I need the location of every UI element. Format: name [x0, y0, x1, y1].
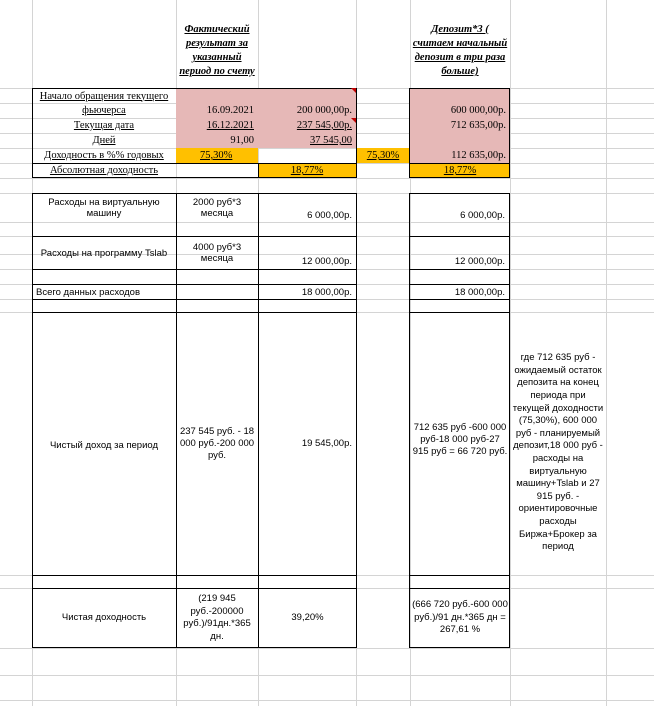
- current-label: Текущая дата: [73, 120, 135, 131]
- tslab-expense-note: 4000 руб*3 месяца: [192, 242, 242, 264]
- yield-deposit: 112 635,00р.: [451, 150, 506, 161]
- net-yield-label: Чистая доходность: [61, 611, 147, 623]
- start-amount: 200 000,00р.: [296, 105, 352, 116]
- abs-deposit: 18,77%: [443, 165, 477, 176]
- header-deposit: Депозит*3 ( считаем начальный депозит в три раза больше): [412, 24, 508, 77]
- days-amount: 37 545,00: [310, 135, 352, 146]
- net-income-label: Чистый доход за период: [49, 439, 159, 451]
- start-date: 16.09.2021: [206, 105, 254, 116]
- total-expense-amount: 18 000,00р.: [301, 286, 352, 298]
- vm-expense-deposit: 6 000,00р.: [460, 209, 505, 221]
- current-date: 16.12.2021: [206, 120, 254, 131]
- total-expense-deposit: 18 000,00р.: [454, 286, 505, 298]
- days-value: 91,00: [230, 135, 254, 146]
- net-income-formula: 237 545 руб. - 18 000 руб.-200 000 руб.: [179, 426, 255, 461]
- vm-expense-label: Расходы на виртуальную машину: [48, 197, 160, 219]
- start-label-1: Начало обращения текущего: [39, 90, 169, 102]
- tslab-expense-amount: 12 000,00р.: [301, 255, 352, 267]
- net-yield-value: 39,20%: [291, 611, 324, 623]
- tslab-expense-label: Расходы на программу Tslab: [40, 247, 168, 259]
- current-amount: 237 545,00р.: [296, 120, 352, 131]
- net-yield-formula: (219 945 руб.-200000 руб.)/91дн.*365 дн.: [183, 593, 251, 642]
- total-expense-label: Всего данных расходов: [36, 286, 140, 298]
- vm-expense-amount: 6 000,00р.: [307, 209, 352, 221]
- vm-expense-note: 2000 руб*3 месяца: [192, 197, 242, 219]
- start-label-2: фьючерса: [82, 105, 126, 116]
- current-deposit: 712 635,00р.: [450, 120, 506, 131]
- net-income-note: где 712 635 руб - ожидаемый остаток депозита на конец периода при текущей доходности (75,30%), 600 000 руб - планируемый депозит,18 000 руб - расходы на виртуальную машину+Tslab и 27 915 руб. - ориентировочные расходы Биржа+Брокер за период: [512, 352, 604, 553]
- abs-value: 18,77%: [290, 165, 324, 176]
- yield-label: Доходность в %% годовых: [44, 150, 164, 161]
- net-income-amount: 19 545,00р.: [301, 437, 352, 449]
- days-label: Дней: [92, 135, 116, 146]
- net-yield-deposit-formula: (666 720 руб.-600 000 руб.)/91 дн.*365 дн = 267,61 %: [412, 599, 508, 636]
- tslab-expense-deposit: 12 000,00р.: [454, 255, 505, 267]
- header-fact: Фактический результат за указанный период по счету: [179, 24, 255, 77]
- start-deposit: 600 000,00р.: [450, 105, 506, 116]
- yield-pct: 75,30%: [200, 150, 233, 161]
- yield-pct-2: 75,30%: [366, 150, 400, 161]
- abs-label: Абсолютная доходность: [49, 165, 159, 176]
- net-income-deposit-formula: 712 635 руб -600 000 руб-18 000 руб-27 915 руб = 66 720 руб.: [412, 422, 508, 457]
